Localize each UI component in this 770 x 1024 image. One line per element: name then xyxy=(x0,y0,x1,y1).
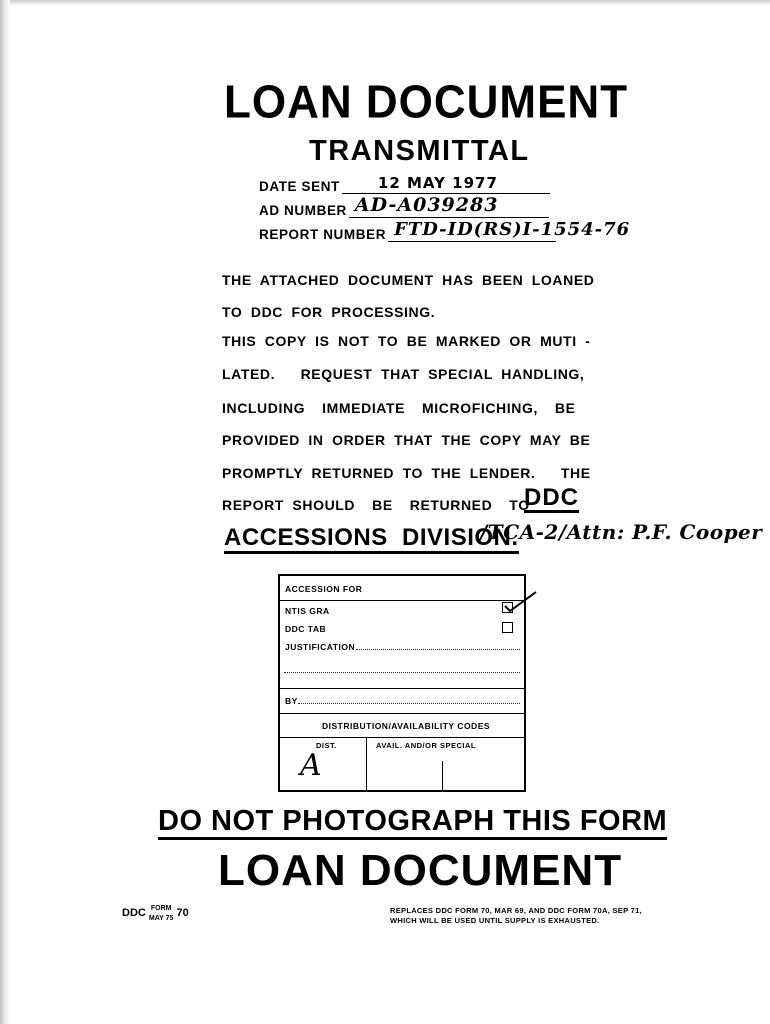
form-number-value: 70 xyxy=(176,906,189,919)
divider xyxy=(280,600,524,601)
replaces-line-2: WHICH WILL BE USED UNTIL SUPPLY IS EXHAUSTED. xyxy=(390,916,600,925)
document-title: LOAN DOCUMENT xyxy=(224,76,629,129)
ddc-tab-label: DDC TAB xyxy=(285,624,327,634)
form-prefix: DDC xyxy=(122,906,146,919)
body-line: REPORT SHOULD BE RETURNED TO xyxy=(222,497,530,513)
divider xyxy=(280,688,524,689)
by-label: BY xyxy=(285,696,298,706)
column-divider xyxy=(366,737,367,792)
accessions-division: ACCESSIONS DIVISION. xyxy=(224,525,519,554)
dist-label: DIST. xyxy=(316,741,337,750)
ad-number-line xyxy=(349,194,549,218)
justification-label: JUSTIFICATION xyxy=(285,642,356,652)
column-divider xyxy=(442,761,443,792)
divider xyxy=(280,737,524,738)
document-subtitle: TRANSMITTAL xyxy=(309,135,530,167)
justification-dotted-line xyxy=(356,649,520,650)
date-sent-label: DATE SENT xyxy=(259,179,340,194)
page-edge-top xyxy=(0,0,770,6)
body-line: TO DDC FOR PROCESSING. xyxy=(222,304,436,320)
check-mark-icon xyxy=(504,590,538,616)
report-number-row xyxy=(259,219,631,242)
report-number-value: FTD-ID(RS)I-1554-76 xyxy=(394,219,631,240)
body-line: PROMPTLY RETURNED TO THE LENDER. THE xyxy=(222,465,591,481)
accession-form xyxy=(278,574,526,792)
report-number-label: REPORT NUMBER xyxy=(259,227,387,242)
date-sent-row xyxy=(259,173,550,194)
by-dotted-line xyxy=(298,703,520,704)
replaces-note xyxy=(390,906,642,926)
replaces-line-1: REPLACES DDC FORM 70, MAR 69, AND DDC FORM 70A, SEP 71, xyxy=(390,906,642,915)
body-line: LATED. REQUEST THAT SPECIAL HANDLING, xyxy=(222,366,585,382)
do-not-photograph-warning: DO NOT PHOTOGRAPH THIS FORM xyxy=(158,805,667,840)
date-sent-line xyxy=(342,173,550,194)
date-sent-value: 12 MAY 1977 xyxy=(377,174,498,192)
page-edge-left xyxy=(0,0,10,1024)
divider xyxy=(280,713,524,714)
handwritten-attention: /TCA-2/Attn: P.F. Cooper xyxy=(480,520,763,544)
avail-label: AVAIL. AND/OR SPECIAL xyxy=(376,741,476,750)
form-stack xyxy=(149,903,174,923)
form-word: FORM xyxy=(150,905,172,912)
dotted-line xyxy=(284,672,520,673)
ddc-label: DDC xyxy=(524,484,579,511)
ad-number-value: AD-A039283 xyxy=(354,194,499,216)
form-number xyxy=(122,903,189,923)
ad-number-row xyxy=(259,194,549,218)
ad-number-label: AD NUMBER xyxy=(259,203,347,218)
body-line: THE ATTACHED DOCUMENT HAS BEEN LOANED xyxy=(222,272,595,288)
ntis-label: NTIS GRA xyxy=(285,606,330,616)
report-number-line xyxy=(388,219,631,242)
body-line: THIS COPY IS NOT TO BE MARKED OR MUTI - xyxy=(222,333,591,349)
distribution-codes-label: DISTRIBUTION/AVAILABILITY CODES xyxy=(322,721,491,731)
form-date: MAY 75 xyxy=(148,915,174,922)
accession-for-label: ACCESSION FOR xyxy=(285,584,363,594)
dist-handwritten-value: A xyxy=(300,748,323,783)
ddc-tab-checkbox[interactable] xyxy=(502,622,513,633)
body-line: PROVIDED IN ORDER THAT THE COPY MAY BE xyxy=(222,432,591,448)
footer-title: LOAN DOCUMENT xyxy=(218,846,623,895)
body-line: INCLUDING IMMEDIATE MICROFICHING, BE xyxy=(222,400,576,416)
